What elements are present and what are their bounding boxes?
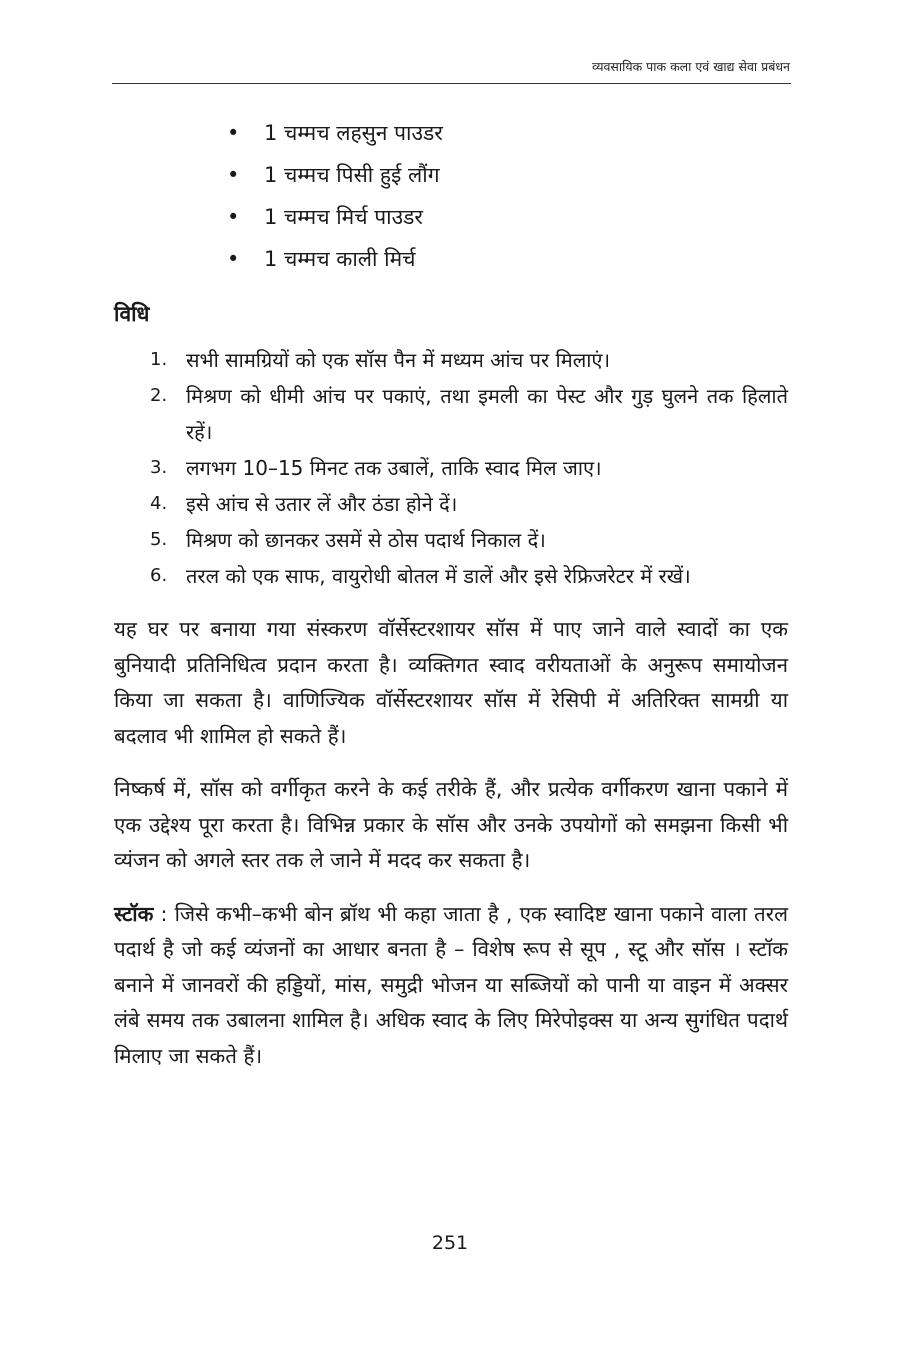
- list-item: [114, 522, 788, 558]
- method-heading: विधि: [114, 302, 150, 326]
- step-text: इसे आंच से उतार लें और ठंडा होने दें।: [186, 492, 458, 516]
- list-item: • 1 चम्मच मिर्च पाउडर: [114, 196, 788, 238]
- step-number: 6.: [150, 565, 168, 586]
- step-number: 5.: [150, 529, 168, 550]
- step-text: मिश्रण को छानकर उसमें से ठोस पदार्थ निकाल दें।: [186, 528, 546, 552]
- list-item: [114, 342, 788, 378]
- list-item: [114, 486, 788, 522]
- list-item: [114, 378, 788, 450]
- ingredient-list: [114, 112, 788, 280]
- step-number: 1.: [150, 349, 168, 370]
- list-item: • 1 चम्मच पिसी हुई लौंग: [114, 154, 788, 196]
- page-number: 251: [431, 1232, 469, 1254]
- paragraph-conclusion: निष्कर्ष में, सॉस को वर्गीकृत करने के कई तरीके हैं, और प्रत्येक वर्गीकरण खाना पकाने में एक उद्देश्य पूरा करता है। विभिन्न प्रकार के सॉस और उनके उपयोगों को समझना किसी भी व्यंजन को अगले स्तर तक ले जाने में मदद कर सकता है।: [114, 777, 788, 872]
- stock-definition: : जिसे कभी–कभी बोन ब्रॉथ भी कहा जाता है , एक स्वादिष्ट खाना पकाने वाला तरल पदार्थ है जो कई व्यंजनों का आधार बनता है – विशेष रूप से सूप , स्टू और सॉस । स्टॉक बनाने में जानवरों की हड्डियों, मांस, समुद्री भोजन या सब्जियों को पानी या वाइन में अक्सर लंबे समय तक उबालना शामिल है। अधिक स्वाद के लिए मिरेपोइक्स या अन्य सुगंधित पदार्थ मिलाए जा सकते हैं।: [114, 901, 788, 1068]
- paragraph-stock: [114, 897, 788, 1075]
- step-text: मिश्रण को धीमी आंच पर पकाएं, तथा इमली का पेस्ट और गुड़ घुलने तक हिलाते रहें।: [186, 384, 788, 444]
- header-divider: [112, 83, 791, 84]
- stock-term: स्टॉक: [114, 901, 154, 926]
- page-content: [114, 112, 788, 1092]
- list-item: [114, 450, 788, 486]
- step-number: 3.: [150, 457, 168, 478]
- paragraph-worcestershire: यह घर पर बनाया गया संस्करण वॉर्सेस्टरशायर सॉस में पाए जाने वाले स्वादों का एक बुनियादी प्रतिनिधित्व प्रदान करता है। व्यक्तिगत स्वाद वरीयताओं के अनुरूप समायोजन किया जा सकता है। वाणिज्यिक वॉर्सेस्टरशायर सॉस में रेसिपी में अतिरिक्त सामग्री या बदलाव भी शामिल हो सकते हैं।: [114, 617, 788, 748]
- step-text: तरल को एक साफ, वायुरोधी बोतल में डालें और इसे रेफ्रिजरेटर में रखें।: [186, 564, 691, 588]
- method-steps: [114, 342, 788, 594]
- list-item: • 1 चम्मच लहसुन पाउडर: [114, 112, 788, 154]
- step-number: 4.: [150, 493, 168, 514]
- list-item: • 1 चम्मच काली मिर्च: [114, 238, 788, 280]
- step-text: लगभग 10–15 मिनट तक उबालें, ताकि स्वाद मिल जाए।: [186, 456, 602, 480]
- step-text: सभी सामग्रियों को एक सॉस पैन में मध्यम आंच पर मिलाएं।: [186, 348, 611, 372]
- step-number: 2.: [150, 385, 168, 406]
- list-item: [114, 558, 788, 594]
- running-header: व्यवसायिक पाक कला एवं खाद्य सेवा प्रबंधन: [591, 59, 790, 74]
